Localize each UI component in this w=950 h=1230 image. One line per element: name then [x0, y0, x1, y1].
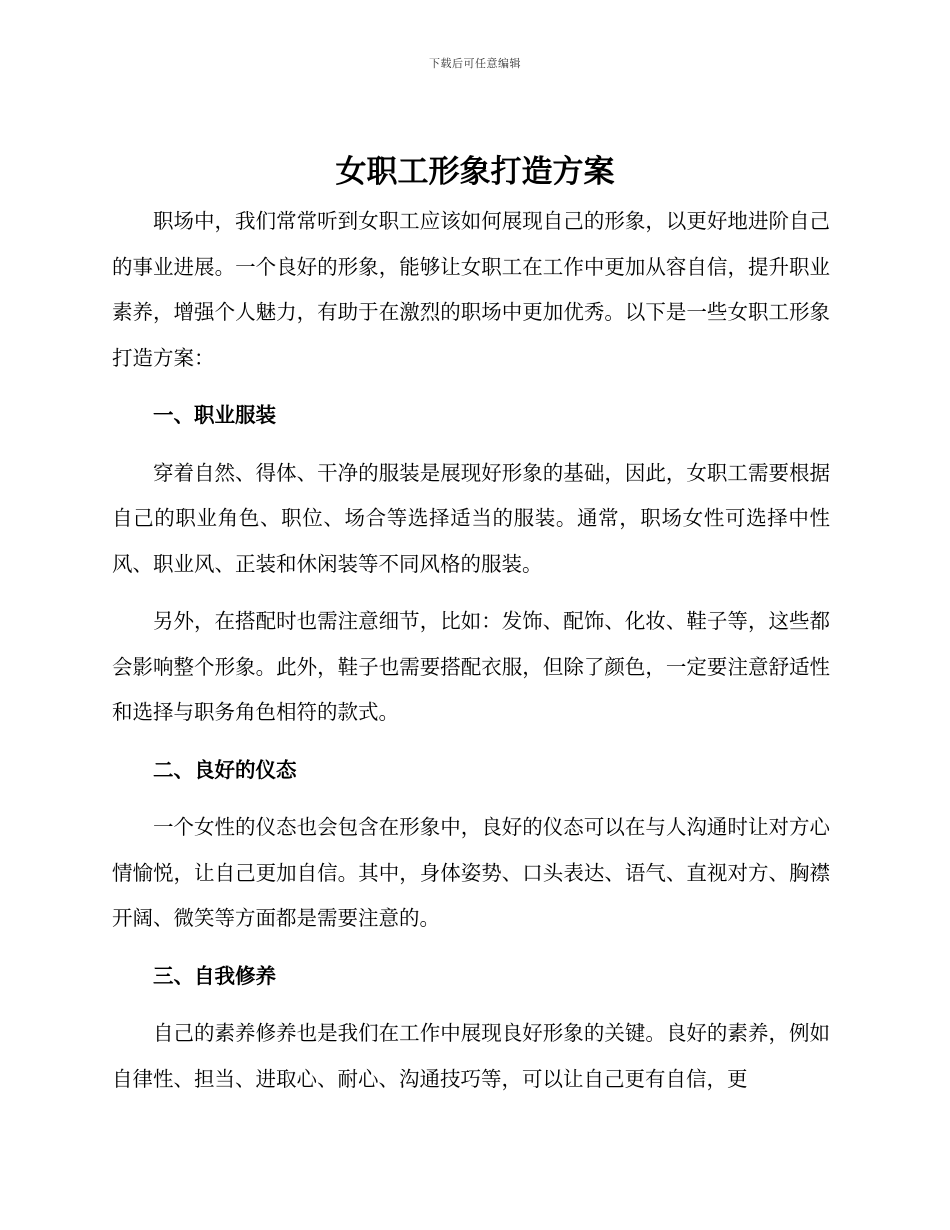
spacer	[112, 439, 830, 451]
intro-paragraph: 职场中，我们常常听到女职工应该如何展现自己的形象，以更好地进阶自己的事业进展。一个良好的形象，能够让女职工在工作中更加从容自信，提升职业素养，增强个人魅力，有助于在激烈的职场中更加优秀。以下是一些女职工形象打造方案：	[112, 209, 830, 370]
document-title: 女职工形象打造方案	[335, 154, 615, 190]
document-body	[112, 199, 830, 1102]
spacer	[112, 381, 830, 393]
attire-paragraph-2: 另外，在搭配时也需注意细节，比如：发饰、配饰、化妆、鞋子等，这些都会影响整个形象。此外，鞋子也需要搭配衣服，但除了颜色，一定要注意舒适性和选择与职务角色相符的款式。	[112, 609, 830, 724]
spacer	[112, 942, 830, 954]
spacer	[112, 999, 830, 1011]
section-heading-demeanor: 二、良好的仪态	[153, 757, 297, 782]
section-heading-attire: 一、职业服装	[153, 403, 276, 427]
section-heading-self-cultivation: 三、自我修养	[153, 963, 276, 988]
header-note: 下载后可任意编辑	[429, 57, 521, 70]
spacer	[112, 736, 830, 748]
demeanor-paragraph-1: 一个女性的仪态也会包含在形象中，良好的仪态可以在与人沟通时让对方心情愉悦，让自己更加自信。其中，身体姿势、口头表达、语气、直视对方、胸襟开阔、微笑等方面都是需要注意的。	[112, 815, 830, 930]
self-cultivation-paragraph-1: 自己的素养修养也是我们在工作中展现良好形象的关键。良好的素养，例如自律性、担当、进取心、耐心、沟通技巧等，可以让自己更有自信，更	[112, 1021, 830, 1091]
attire-paragraph-1: 穿着自然、得体、干净的服装是展现好形象的基础，因此，女职工需要根据自己的职业角色、职位、场合等选择适当的服装。通常，职场女性可选择中性风、职业风、正装和休闲装等不同风格的服装。	[112, 460, 830, 576]
spacer	[112, 793, 830, 805]
spacer	[112, 587, 830, 599]
